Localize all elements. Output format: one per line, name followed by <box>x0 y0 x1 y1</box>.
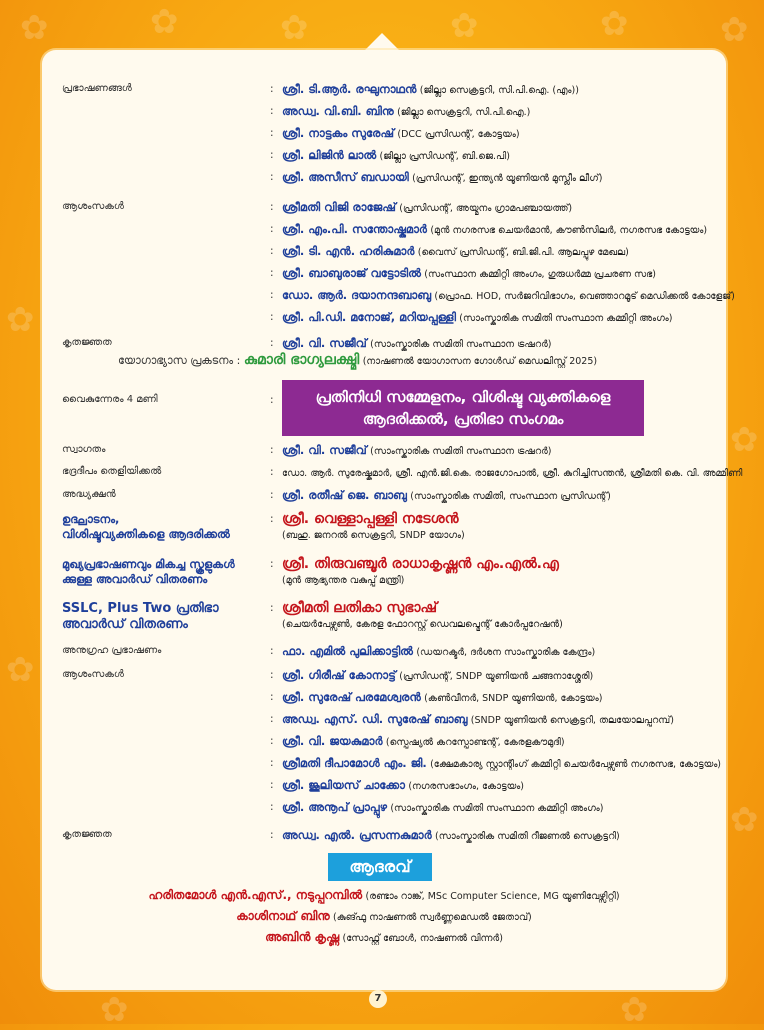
person-desc: (പ്രസിഡന്റ്, ഇന്ത്യൻ യൂണിയൻ മുസ്ലീം ലീഗ്) <box>412 173 603 184</box>
row-label: കൃതജ്ഞത <box>62 337 112 348</box>
person-name: ഡോ. ആർ. ദയാനന്ദബാബു <box>282 288 432 302</box>
colon: : <box>270 149 274 161</box>
person-name: ശ്രീ. ടി. എൻ. ഹരികുമാർ <box>282 244 415 258</box>
inauguration-row <box>62 512 722 546</box>
person-desc: (മുൻ നഗരസഭ ചെയർമാൻ, കൗൺസിലർ, നഗരസഭ കോട്ടയം) <box>430 225 708 236</box>
flower-decoration-icon: ✿ <box>6 650 35 690</box>
colon: : <box>270 444 274 456</box>
colon: : <box>270 337 274 349</box>
adaravu-title: ആദരവ് <box>328 853 432 881</box>
row-label: ആശംസകൾ <box>62 201 124 212</box>
colon: : <box>270 171 274 183</box>
adaravu-item <box>42 888 726 903</box>
person-name: ശ്രീ. വി. സജീവ് <box>282 336 367 350</box>
colon: : <box>270 127 274 139</box>
person-desc: (ജില്ലാ സെക്രട്ടറി, സി.പി.ഐ. (എം)) <box>419 85 579 96</box>
colon: : <box>270 558 274 570</box>
flower-decoration-icon: ✿ <box>280 8 309 48</box>
colon: : <box>270 201 274 213</box>
sslc-name: ശ്രീമതി ലതികാ സുഭാഷ് <box>282 600 438 616</box>
person-name: ശ്രീ. വി. സജീവ് <box>282 443 367 457</box>
person-name: ശ്രീ. ജൂലിയസ് ചാക്കോ <box>282 778 405 792</box>
evening-label: വൈകുന്നേരം 4 മണി <box>62 394 158 405</box>
main-speech-label: മുഖ്യപ്രഭാഷണവും മികച്ച സ്കൂളുകൾ ക്കുള്ള അവാർഡ് വിതരണം <box>62 557 235 586</box>
flower-decoration-icon: ✿ <box>620 990 649 1030</box>
flower-decoration-icon: ✿ <box>6 300 35 340</box>
person-name: ശ്രീ. നാട്ടകം സുരേഷ് <box>282 126 395 140</box>
inauguration-name: ശ്രീ. വെള്ളാപ്പള്ളി നടേശൻ <box>282 511 459 527</box>
honoree-desc: (സോഫ്റ്റ് ബോൾ, നാഷണൽ വിന്നർ) <box>342 933 503 944</box>
person-name: ശ്രീ. ടി.ആർ. രഘുനാഥൻ <box>282 82 417 96</box>
colon: : <box>270 779 274 791</box>
person-desc: (നഗരസഭാംഗം, കോട്ടയം) <box>408 781 524 792</box>
colon: : <box>270 83 274 95</box>
person-desc: (സാംസ്കാരിക സമിതി സംസ്ഥാന കമ്മിറ്റി അംഗം) <box>390 803 604 814</box>
person-desc: (പ്രസിഡന്റ്, അയ്മനം ഗ്രാമപഞ്ചായത്ത്) <box>399 203 573 214</box>
honoree-name: അബിൻ കൃഷ്ണ <box>265 930 340 944</box>
colon: : <box>270 801 274 813</box>
yoga-row <box>118 352 597 368</box>
person-desc: (DCC പ്രസിഡന്റ്, കോട്ടയം) <box>397 129 520 140</box>
colon: : <box>270 757 274 769</box>
person-desc: (പ്രൊഫ. HOD, സർജറിവിഭാഗം, വെഞ്ഞാറമൂട് മെഡിക്കൽ കോളേജ്) <box>434 291 735 302</box>
colon: : <box>270 829 274 841</box>
person-desc: (പ്രസിഡന്റ്, SNDP യൂണിയൻ ചങ്ങനാശ്ശേരി) <box>399 671 594 682</box>
adaravu-item <box>42 930 726 945</box>
main-speech-desc: (മുൻ ആഭ്യന്തര വകുപ്പ് മന്ത്രി) <box>282 575 405 586</box>
evening-banner <box>282 380 644 436</box>
person-desc: (ഡയറക്ടർ, ദർശന സാംസ്കാരിക കേന്ദ്രം) <box>416 647 596 658</box>
banner-line-2: ആദരിക്കൽ, പ്രതിഭാ സംഗമം <box>362 410 564 428</box>
row-label: അനുഗ്രഹ പ്രഭാഷണം <box>62 645 162 656</box>
colon: : <box>270 489 274 501</box>
colon: : <box>270 513 274 525</box>
flower-decoration-icon: ✿ <box>20 8 49 48</box>
sslc-label: SSLC, Plus Two പ്രതിഭാ അവാർഡ് വിതരണം <box>62 601 219 632</box>
person-name: ശ്രീ. ഗിരീഷ് കോനാട്ട് <box>282 668 396 682</box>
banner-line-1: പ്രതിനിധി സമ്മേളനം, വിശിഷ്ട വ്യക്തികളെ <box>315 388 611 406</box>
person-name: അഡ്വ. എസ്. ഡി. സുരേഷ് ബാബു <box>282 712 468 726</box>
colon: : <box>270 267 274 279</box>
flower-decoration-icon: ✿ <box>150 2 179 42</box>
sslc-desc: (ചെയർപേഴ്സൺ, കേരള ഫോറസ്റ്റ് ഡെവലപ്മെന്റ് കോർപ്പറേഷൻ) <box>282 619 563 630</box>
flower-decoration-icon: ✿ <box>730 800 759 840</box>
person-desc: (സാംസ്കാരിക സമിതി റീജണൽ സെക്രട്ടറി) <box>435 831 620 842</box>
person-name: അഡ്വ. വി.ബി. ബിനു <box>282 104 394 118</box>
colon: : <box>270 311 274 323</box>
colon: : <box>270 645 274 657</box>
main-speech-name: ശ്രീ. തിരുവഞ്ചൂർ രാധാകൃഷ്ണൻ എം.എൽ.എ <box>282 556 559 572</box>
person-name: ശ്രീ. വി. ജയകുമാർ <box>282 734 383 748</box>
inauguration-desc: (ബഹു. ജനറൽ സെക്രട്ടറി, SNDP യോഗം) <box>282 530 465 541</box>
honoree-name: ഹരിതമോൾ എൻ.എസ്., നടുപ്പറമ്പിൽ <box>148 888 363 902</box>
main-speech-row <box>62 557 722 591</box>
flower-decoration-icon: ✿ <box>450 6 479 46</box>
person-desc: (സാംസ്കാരിക സമിതി സംസ്ഥാന കമ്മിറ്റി അംഗം) <box>459 313 673 324</box>
flower-decoration-icon: ✿ <box>100 990 129 1030</box>
colon: : <box>270 394 274 406</box>
person-desc: (സംസ്ഥാന കമ്മിറ്റി അംഗം, ഗുരുധർമ്മ പ്രചരണ സഭ) <box>424 269 656 280</box>
page-number: 7 <box>369 990 387 1008</box>
person-desc: (ജില്ലാ സെക്രട്ടറി, സി.പി.ഐ.) <box>397 107 531 118</box>
person-desc: (സാംസ്കാരിക സമിതി, സംസ്ഥാന പ്രസിഡന്റ്) <box>410 491 611 502</box>
person-name: ശ്രീ. പി.ഡി. മനോജ്, മറിയപ്പള്ളി <box>282 310 456 324</box>
yoga-colon: : <box>236 354 241 367</box>
row-label: ആശംസകൾ <box>62 669 124 680</box>
adaravu-item <box>42 909 726 924</box>
yoga-desc: (നാഷണൽ യോഗാസന ഗോൾഡ് മെഡലിസ്റ്റ് 2025) <box>362 356 598 367</box>
person-name: ശ്രീ. ബാബുരാജ് വട്ടോടിൽ <box>282 266 421 280</box>
person-name: ശ്രീ. സുരേഷ് പരമേശ്വരൻ <box>282 690 421 704</box>
person-name: ശ്രീമതി ദീപാമോൾ എം. ജി. <box>282 756 427 770</box>
colon: : <box>270 691 274 703</box>
row-label: ഭദ്രദീപം തെളിയിക്കൽ <box>62 466 162 477</box>
person-desc: (ക്ഷേമകാര്യ സ്റ്റാന്റിംഗ് കമ്മിറ്റി ചെയർപേഴ്സൺ നഗരസഭ, കോട്ടയം) <box>430 759 722 770</box>
person-desc: (കൺവീനർ, SNDP യൂണിയൻ, കോട്ടയം) <box>424 693 603 704</box>
row-label: പ്രഭാഷണങ്ങൾ <box>62 83 132 94</box>
yoga-label: യോഗാഭ്യാസ പ്രകടനം <box>118 354 234 367</box>
person-name: ശ്രീ. ലിജിൻ ലാൽ <box>282 148 377 162</box>
colon: : <box>270 735 274 747</box>
person-desc: (SNDP യൂണിയൻ സെക്രട്ടറി, തലയോലപ്പറമ്പ്) <box>470 715 674 726</box>
person-name: ശ്രീ. രതീഷ് ജെ. ബാബു <box>282 488 407 502</box>
row-label: സ്വാഗതം <box>62 444 106 455</box>
person-name: ശ്രീ. അനൂപ് പ്രാപ്പുഴ <box>282 800 387 814</box>
colon: : <box>270 289 274 301</box>
person-name: അഡ്വ. എൽ. പ്രസന്നകുമാർ <box>282 828 432 842</box>
person-name: ഫാ. എമിൽ പുലിക്കാട്ടിൽ <box>282 644 413 658</box>
sslc-row <box>62 601 722 635</box>
colon: : <box>270 713 274 725</box>
person-desc: (സ്പെഷ്യൽ കറസ്പോണ്ടന്റ്, കേരളകൗമുദി) <box>385 737 565 748</box>
colon: : <box>270 669 274 681</box>
person-desc: ഡോ. ആർ. സുരേഷ്കുമാർ, ശ്രീ. എൻ.ജി.കെ. രാജഗോപാൽ, ശ്രീ. കുറിച്ചിസന്തൻ, ശ്രീമതി കെ. വി. അമ്മിണി <box>282 468 743 479</box>
person-desc: (ജില്ലാ പ്രസിഡന്റ്, ബി.ജെ.പി) <box>379 151 510 162</box>
person-desc: (സാംസ്കാരിക സമിതി സംസ്ഥാന ട്രഷറർ) <box>370 446 552 457</box>
row-label: കൃതജ്ഞത <box>62 829 112 840</box>
honoree-name: കാശിനാഥ് ബിനു <box>236 909 330 923</box>
colon: : <box>270 602 274 614</box>
row-label: അദ്ധ്യക്ഷൻ <box>62 489 116 500</box>
colon: : <box>270 223 274 235</box>
person-desc: (സാംസ്കാരിക സമിതി സംസ്ഥാന ട്രഷറർ) <box>370 339 552 350</box>
person-desc: (വൈസ് പ്രസിഡന്റ്, ബി.ജി.പി. ആലപ്പുഴ മേഖല) <box>417 247 629 258</box>
inauguration-label: ഉദ്ഘാടനം, വിശിഷ്ടവ്യക്തികളെ ആദരിക്കൽ <box>62 512 230 541</box>
person-name: ശ്രീ. അസീസ് ബഡായി <box>282 170 409 184</box>
flower-decoration-icon: ✿ <box>720 10 749 50</box>
flower-decoration-icon: ✿ <box>730 420 759 460</box>
person-name: ശ്രീമതി വിജി രാജേഷ് <box>282 200 396 214</box>
flower-decoration-icon: ✿ <box>600 4 629 44</box>
honoree-desc: (രണ്ടാം റാങ്ക്, MSc Computer Science, MG യൂണിവേഴ്സിറ്റി) <box>365 891 620 902</box>
colon: : <box>270 105 274 117</box>
colon: : <box>270 466 274 478</box>
colon: : <box>270 245 274 257</box>
yoga-performer: കുമാരി ഭാഗ്യലക്ഷ്മി <box>243 352 360 368</box>
person-name: ശ്രീ. എം.പി. സന്തോഷ്കുമാർ <box>282 222 427 236</box>
honoree-desc: (കുങ്ഫു നാഷണൽ സ്വർണ്ണമെഡൽ ജേതാവ്) <box>333 912 532 923</box>
